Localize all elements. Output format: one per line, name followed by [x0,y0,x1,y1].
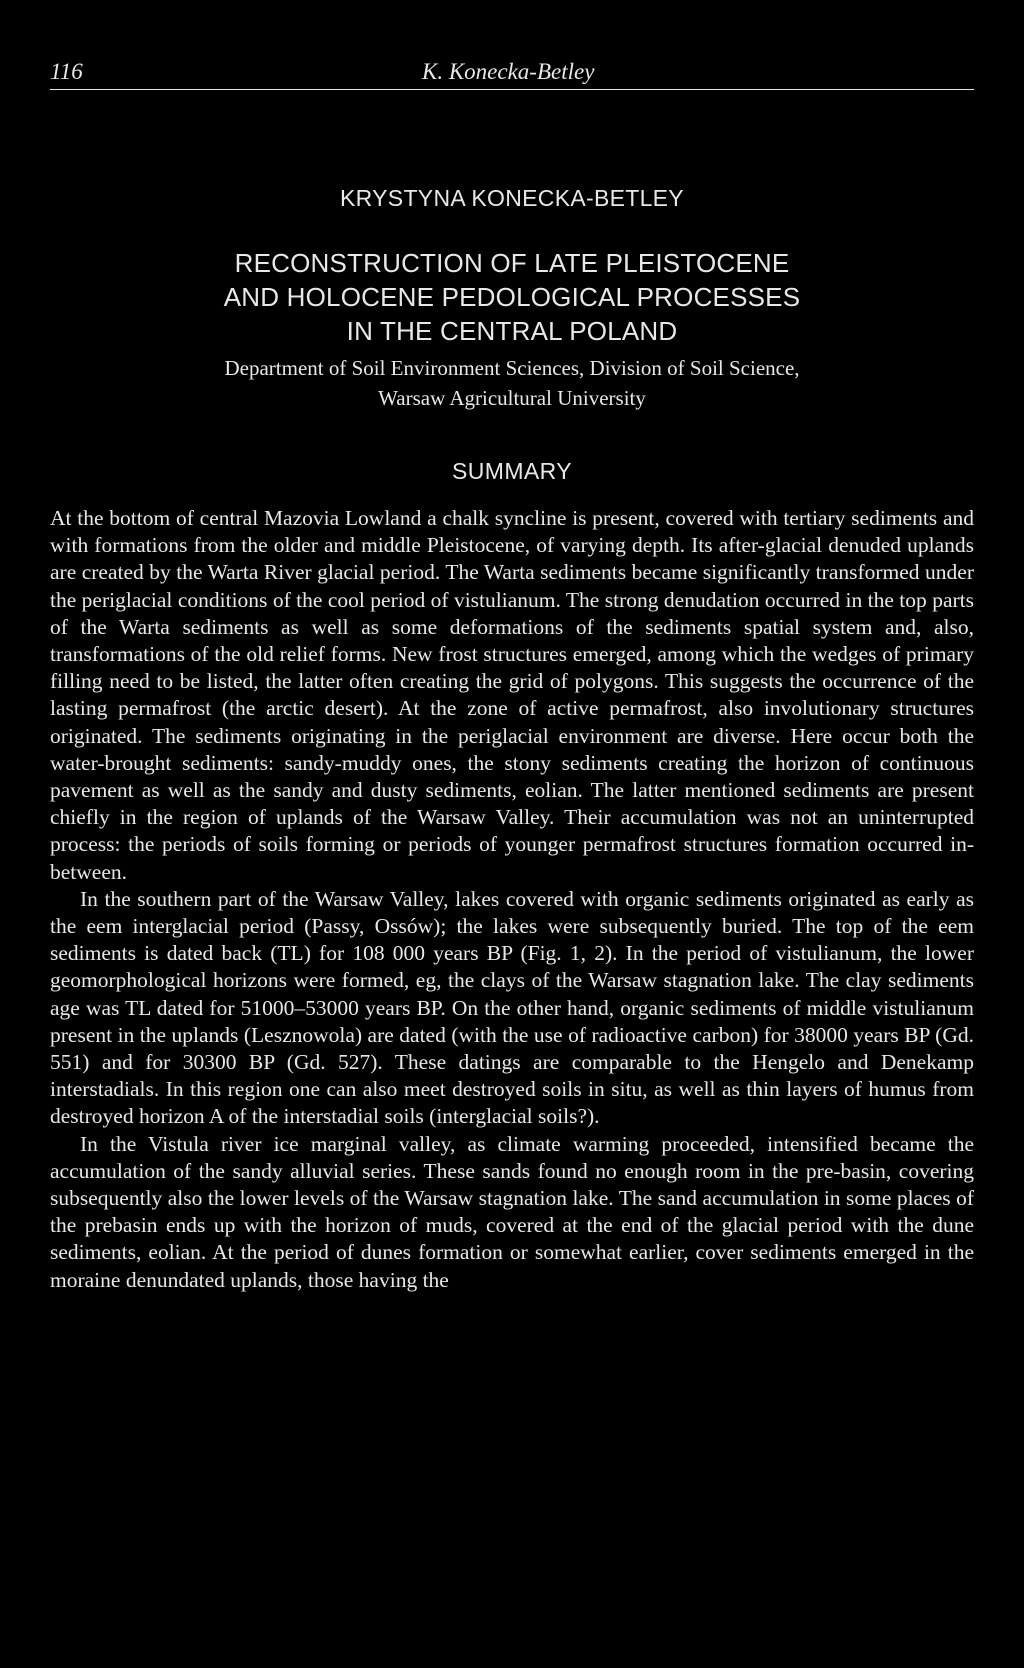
summary-body [50,505,974,1294]
paper-title [50,246,974,348]
paragraph: In the Vistula river ice marginal valley, as climate warming proceeded, intensified became the accumulation of the sandy alluvial series. These sands found no enough room in the pre-basin, covering subsequently also the lower levels of the Warsaw stagnation lake. The sand accumulation in some places of the prebasin ends up with the horizon of muds, covered at the end of the glacial period with the dune sediments, eolian. At the period of dunes formation or somewhat earlier, cover sediments emerged in the moraine denundated uplands, those having the [50,1131,974,1292]
document-page [50,58,974,1294]
title-line: AND HOLOCENE PEDOLOGICAL PROCESSES [223,282,801,312]
affiliation [50,353,974,413]
title-line: RECONSTRUCTION OF LATE PLEISTOCENE [234,248,790,278]
running-header [50,58,974,90]
paragraph: In the southern part of the Warsaw Valley, lakes covered with organic sediments originated as early as the eem interglacial period (Passy, Ossów); the lakes were subsequently buried. The top of the eem sediments is dated back (TL) for 108 000 years BP (Fig. 1, 2). In the period of vistulianum, the lower geomorphological horizons were formed, eg, the clays of the Warsaw stagnation lake. The clay sediments age was TL dated for 51000–53000 years BP. On the other hand, organic sediments of middle vistulianum present in the uplands (Lesznowola) are dated (with the use of radioactive carbon) for 38000 years BP (Gd. 551) and for 30300 BP (Gd. 527). These datings are comparable to the Hengelo and Denekamp interstadials. In this region one can also meet destroyed soils in situ, as well as thin layers of humus from destroyed horizon A of the interstadial soils (interglacial soils?). [50,886,974,1129]
title-line: IN THE CENTRAL POLAND [346,316,678,346]
running-author: K. Konecka-Betley [422,59,595,84]
paragraph: At the bottom of central Mazovia Lowland a chalk syncline is present, covered with tertiary sediments and with formations from the older and middle Pleistocene, of varying depth. Its after-glacial denuded uplands are created by the Warta River glacial period. The Warta sediments became significantly transformed under the periglacial conditions of the cool period of vistulianum. The strong denudation occurred in the top parts of the Warta sediments as well as some deformations of the sediments spatial system and, also, transformations of the old relief forms. New frost structures emerged, among which the wedges of primary filling need to be listed, the latter often creating the grid of polygons. This suggests the occurrence of the lasting permafrost (the arctic desert). At the zone of active permafrost, also involutionary structures originated. The sediments originating in the periglacial environment are diverse. Here occur both the water-brought sediments: sandy-muddy ones, the stony sediments creating the horizon of continuous pavement as well as the sandy and dusty sediments, eolian. The latter mentioned sediments are present chiefly in the region of uplands of the Warsaw Valley. Their accumulation was not an uninterrupted process: the periods of soils forming or periods of younger permafrost structures formation occurred in-between. [50,506,974,884]
affiliation-line: Warsaw Agricultural University [378,386,646,410]
author-name: KRYSTYNA KONECKA-BETLEY [340,185,684,211]
affiliation-line: Department of Soil Environment Sciences, Division of Soil Science, [224,356,800,380]
page-number: 116 [50,59,83,84]
section-heading: SUMMARY [452,458,572,484]
